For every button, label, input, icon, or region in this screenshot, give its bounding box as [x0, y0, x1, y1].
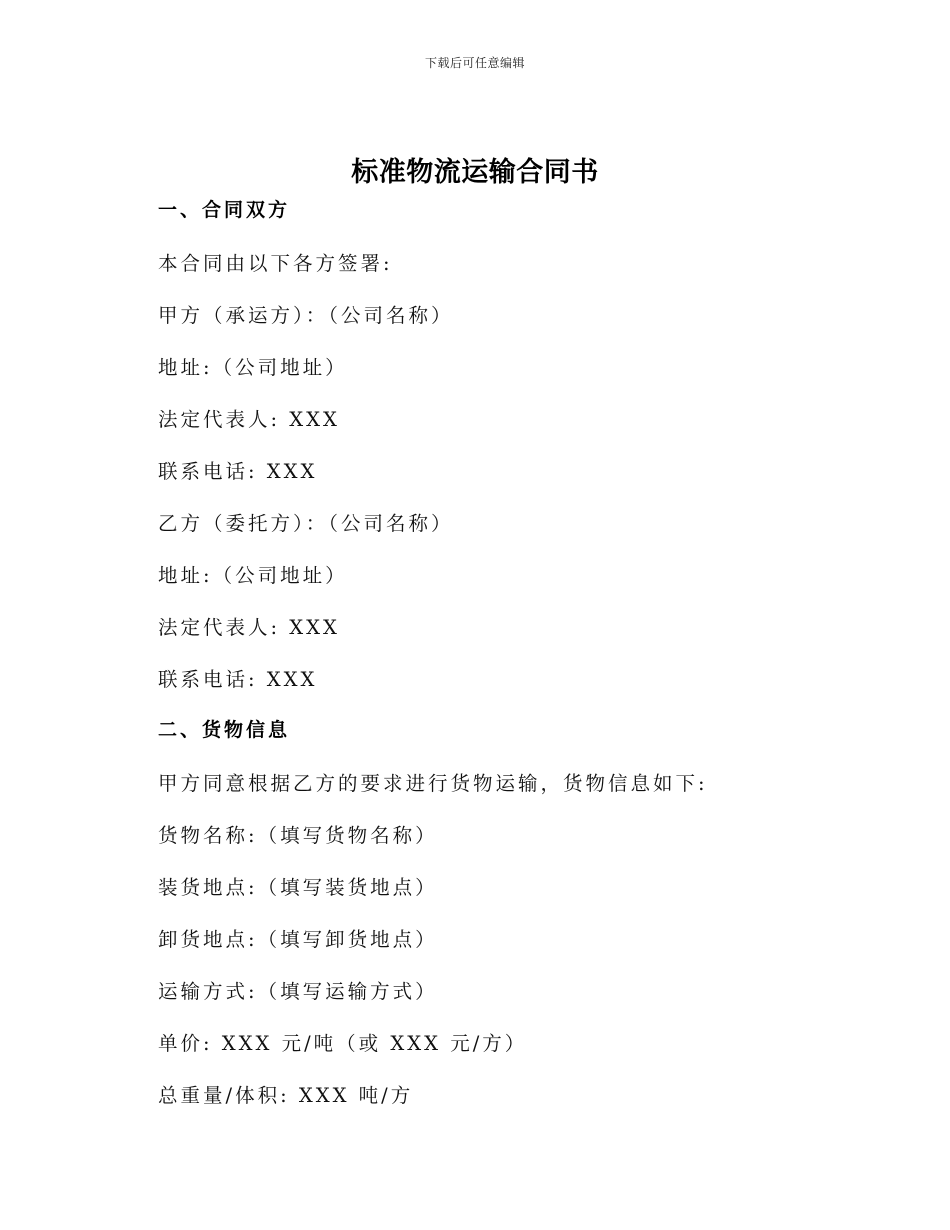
party-b-name: 乙方（委托方）：（公司名称） [158, 512, 454, 535]
paragraph-intro: 本合同由以下各方签署: [158, 252, 393, 275]
party-a-name: 甲方（承运方）：（公司名称） [158, 304, 454, 327]
party-b-address: 地址:（公司地址） [158, 564, 348, 587]
loading-location: 装货地点:（填写装货地点） [158, 876, 438, 899]
transport-method: 运输方式:（填写运输方式） [158, 980, 438, 1003]
unit-price: 单价: XXX 元/吨（或 XXX 元/方） [158, 1032, 528, 1055]
document-title: 标准物流运输合同书 [351, 157, 599, 188]
unloading-location: 卸货地点:（填写卸货地点） [158, 928, 438, 951]
paragraph-cargo-intro: 甲方同意根据乙方的要求进行货物运输，货物信息如下: [158, 772, 708, 795]
section-heading-cargo: 二、货物信息 [158, 719, 291, 741]
document-body [158, 196, 858, 1132]
header-note: 下载后可任意编辑 [424, 56, 525, 70]
party-a-phone: 联系电话: XXX [158, 460, 318, 483]
party-a-address: 地址:（公司地址） [158, 356, 348, 379]
party-b-phone: 联系电话: XXX [158, 668, 318, 691]
party-a-representative: 法定代表人: XXX [158, 408, 340, 431]
cargo-name: 货物名称:（填写货物名称） [158, 824, 438, 847]
party-b-representative: 法定代表人: XXX [158, 616, 340, 639]
section-heading-parties: 一、合同双方 [158, 199, 291, 221]
total-weight-volume: 总重量/体积: XXX 吨/方 [158, 1084, 414, 1107]
